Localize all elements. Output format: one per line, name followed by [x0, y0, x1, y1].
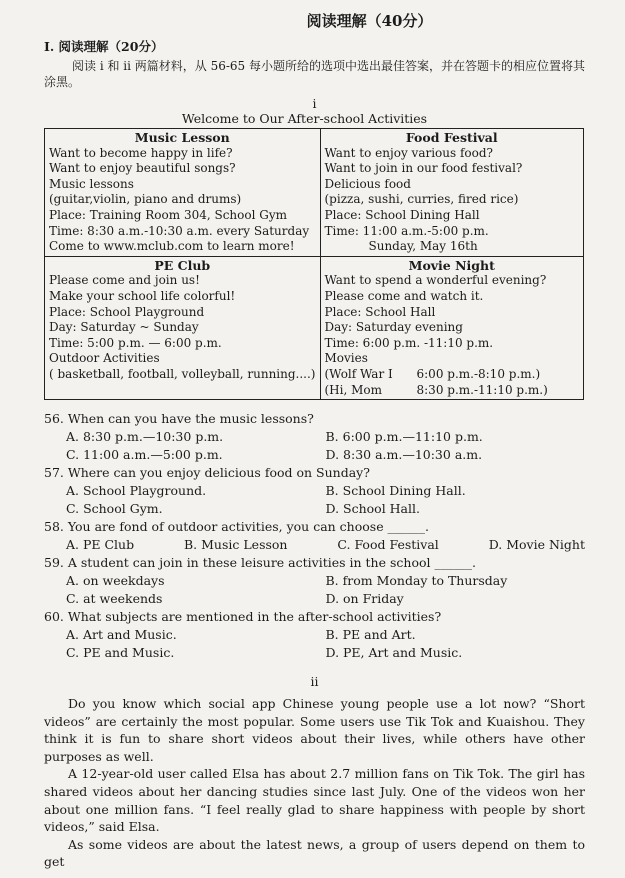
reading-passage [44, 695, 585, 871]
table-title: Welcome to Our After-school Activities [181, 111, 428, 126]
film-title: (Wolf War I [324, 366, 393, 381]
pe-line: ( basketball, football, volleyball, running....) [49, 366, 316, 381]
answer-options [44, 536, 585, 554]
option-a[interactable]: A. Art and Music. [66, 627, 177, 643]
question-58 [44, 518, 585, 554]
food-festival-cell [320, 129, 584, 257]
answer-options [44, 482, 585, 518]
movie-line: Please come and watch it. [324, 288, 484, 303]
option-d[interactable]: D. School Hall. [325, 501, 420, 517]
question-stem: 60. What subjects are mentioned in the after-school activities? [44, 609, 442, 625]
music-line: Want to enjoy beautiful songs? [49, 161, 236, 176]
option-c[interactable]: C. 11:00 a.m.—5:00 p.m. [66, 447, 223, 463]
part-one-label: i [312, 96, 317, 111]
option-a[interactable]: A. 8:30 p.m.—10:30 p.m. [66, 429, 224, 445]
option-b[interactable]: B. 6:00 p.m.—11:10 p.m. [325, 429, 483, 445]
pe-club-cell [45, 256, 321, 399]
film-title: (Hi, Mom [324, 382, 383, 397]
film-time: 6:00 p.m.-8:10 p.m.) [416, 366, 541, 381]
option-a[interactable]: A. School Playground. [66, 483, 207, 499]
food-festival-heading: Food Festival [405, 130, 498, 145]
pe-club-heading: PE Club [154, 257, 211, 273]
option-d[interactable]: D. PE, Art and Music. [325, 645, 463, 661]
question-list [44, 410, 585, 662]
question-stem: 59. A student can join in these leisure activities in the school ______. [44, 555, 476, 571]
movie-night-heading: Movie Night [408, 257, 495, 273]
pe-line: Please come and join us! [49, 273, 200, 288]
question-stem: 57. Where can you enjoy delicious food on Sunday? [44, 465, 370, 481]
music-lesson-heading: Music Lesson [134, 130, 230, 145]
food-line: Want to enjoy various food? [324, 145, 493, 160]
question-stem: 56. When can you have the music lessons? [44, 411, 314, 427]
film-time: 8:30 p.m.-11:10 p.m.) [416, 382, 548, 397]
food-line: Want to join in our food festival? [324, 161, 523, 176]
food-date: Sunday, May 16th [368, 239, 478, 254]
option-d[interactable]: D. Movie Night [488, 537, 585, 553]
music-line: Music lessons [49, 176, 134, 191]
movie-line: Movies [324, 351, 368, 366]
movie-line: Time: 6:00 p.m. -11:10 p.m. [324, 335, 494, 350]
option-c[interactable]: C. at weekends [66, 591, 163, 607]
pe-line: Make your school life colorful! [49, 288, 236, 303]
option-b[interactable]: B. Music Lesson [184, 537, 288, 553]
music-line: Time: 8:30 a.m.-10:30 a.m. every Saturday [49, 223, 310, 238]
option-a[interactable]: A. on weekdays [66, 573, 165, 589]
food-line: Place: School Dining Hall [324, 207, 480, 222]
option-b[interactable]: B. from Monday to Thursday [325, 573, 508, 589]
instructions: 阅读 i 和 ii 两篇材料，从 56-65 每小题所给的选项中选出最佳答案，并在答题卡的相应位置将其涂黑。 [44, 59, 585, 89]
part-two-label: ii [310, 674, 319, 690]
sub-title: I. 阅读理解（20分） [44, 39, 164, 54]
music-line: Want to become happy in life? [49, 145, 233, 160]
music-line: Come to www.mclub.com to learn more! [49, 239, 295, 254]
option-c[interactable]: C. Food Festival [337, 537, 439, 553]
food-line: Delicious food [324, 176, 411, 191]
passage-paragraph: A 12-year-old user called Elsa has about 2.7 million fans on Tik Tok. The girl has shared videos about her dancing studies since last July. One of the videos won her about one million fans. “I feel really glad to share happiness with people by short videos,” said Elsa. [44, 766, 585, 835]
option-b[interactable]: B. PE and Art. [325, 627, 416, 643]
passage-paragraph: As some videos are about the latest news, a group of users depend on them to get [44, 836, 585, 870]
movie-line: Day: Saturday evening [324, 320, 463, 335]
music-line: (guitar,violin, piano and drums) [49, 192, 242, 207]
pe-line: Day: Saturday ~ Sunday [49, 320, 199, 335]
activities-table [44, 128, 584, 400]
pe-line: Place: School Playground [49, 304, 205, 319]
option-d[interactable]: D. on Friday [325, 591, 404, 607]
movie-line: Place: School Hall [324, 304, 436, 319]
music-line: Place: Training Room 304, School Gym [49, 207, 287, 222]
option-c[interactable]: C. School Gym. [66, 501, 163, 517]
pe-line: Outdoor Activities [49, 351, 160, 366]
movie-line: Want to spend a wonderful evening? [324, 273, 547, 288]
answer-options [44, 428, 585, 464]
answer-options [44, 626, 585, 662]
music-lesson-cell [45, 129, 321, 257]
passage-paragraph: Do you know which social app Chinese young people use a lot now? “Short videos” are certainly the most popular. Some users use Tik Tok and Kuaishou. They think it is fun to share short videos about their lives, while others have other purposes as well. [44, 696, 585, 764]
section-title: 阅读理解（40分） [306, 12, 433, 30]
pe-line: Time: 5:00 p.m. — 6:00 p.m. [49, 335, 222, 350]
movie-night-cell [320, 256, 584, 399]
answer-options [44, 572, 585, 608]
option-b[interactable]: B. School Dining Hall. [325, 483, 466, 499]
question-59 [44, 554, 585, 608]
food-line: Time: 11:00 a.m.-5:00 p.m. [324, 223, 489, 238]
food-line: (pizza, sushi, curries, fired rice) [324, 192, 519, 207]
film-row [325, 367, 580, 383]
option-a[interactable]: A. PE Club [66, 537, 135, 553]
question-stem: 58. You are fond of outdoor activities, you can choose ______. [44, 519, 430, 535]
option-c[interactable]: C. PE and Music. [66, 645, 175, 661]
film-row [325, 383, 580, 399]
question-57 [44, 464, 585, 518]
question-60 [44, 608, 585, 662]
question-56 [44, 410, 585, 464]
option-d[interactable]: D. 8:30 a.m.—10:30 a.m. [325, 447, 483, 463]
